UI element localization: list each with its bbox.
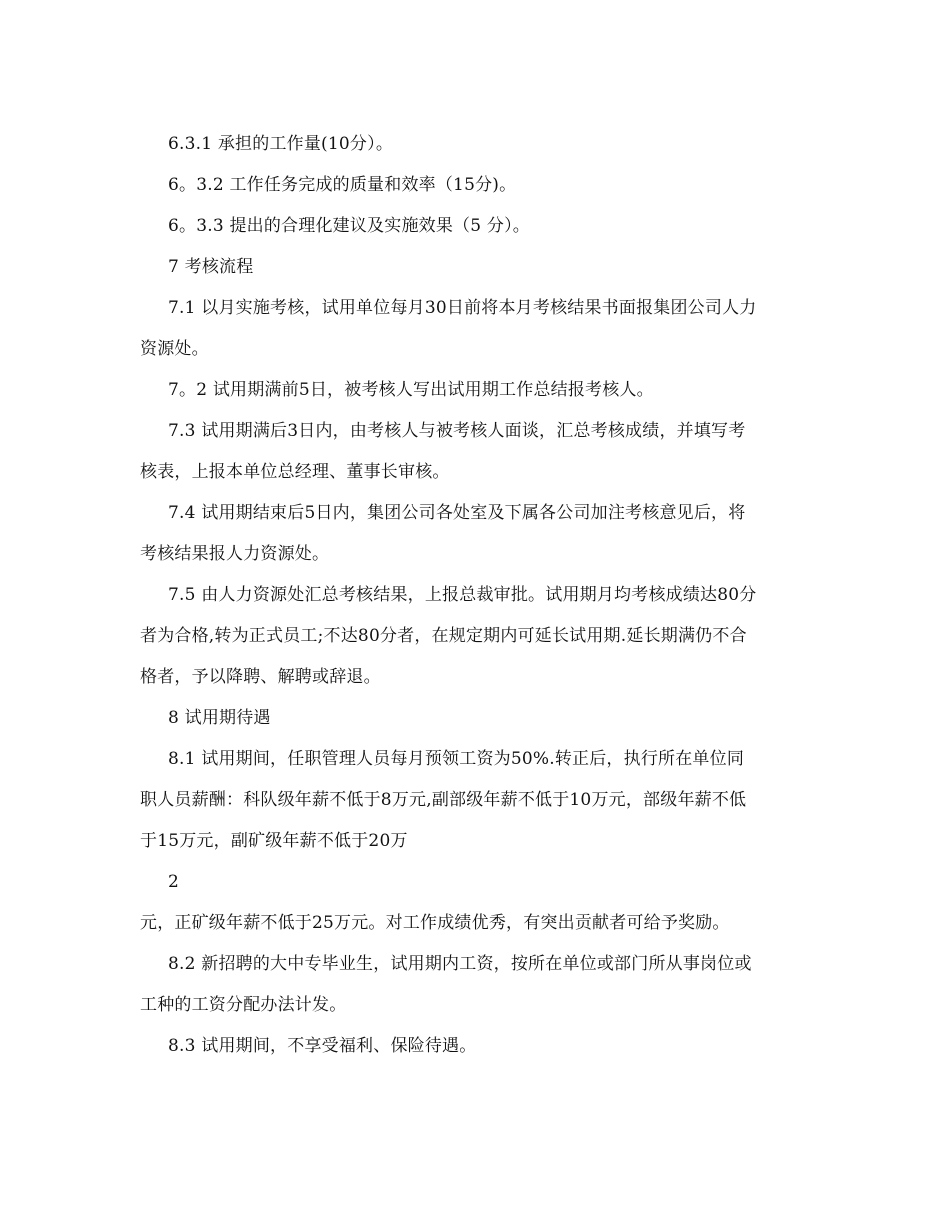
clause-8-2-line-2: 工种的工资分配办法计发。 <box>140 995 347 1015</box>
clause-7-3-line-2: 核表，上报本单位总经理、董事长审核。 <box>140 462 450 482</box>
section-7-heading: 7 考核流程 <box>168 257 254 277</box>
page-number: 2 <box>168 872 180 892</box>
clause-8-1-line-1: 8.1 试用期间，任职管理人员每月预领工资为50%.转正后，执行所在单位同 <box>168 749 745 769</box>
clause-7-5-line-3: 格者，予以降聘、解聘或辞退。 <box>140 667 381 687</box>
clause-7-1-line-1: 7.1 以月实施考核，试用单位每月30日前将本月考核结果书面报集团公司人力 <box>168 298 757 318</box>
clause-7-5-line-1: 7.5 由人力资源处汇总考核结果，上报总裁审批。试用期月均考核成绩达80分 <box>168 585 757 605</box>
clause-8-2-line-1: 8.2 新招聘的大中专毕业生，试用期内工资，按所在单位或部门所从事岗位或 <box>168 954 752 974</box>
clause-7-3-line-1: 7.3 试用期满后3日内，由考核人与被考核人面谈，汇总考核成绩，并填写考 <box>168 421 746 441</box>
clause-7-1-line-2: 资源处。 <box>140 339 209 359</box>
clause-6-3-2: 6。3.2 工作任务完成的质量和效率（15分)。 <box>168 175 517 195</box>
clause-6-3-1: 6.3.1 承担的工作量(10分）。 <box>168 134 394 154</box>
clause-7-4-line-1: 7.4 试用期结束后5日内，集团公司各处室及下属各公司加注考核意见后，将 <box>168 503 746 523</box>
clause-7-4-line-2: 考核结果报人力资源处。 <box>140 544 330 564</box>
clause-8-1-line-4: 元，正矿级年薪不低于25万元。对工作成绩优秀，有突出贡献者可给予奖励。 <box>140 913 730 933</box>
clause-6-3-3: 6。3.3 提出的合理化建议及实施效果（5 分）。 <box>168 216 530 236</box>
clause-7-5-line-2: 者为合格,转为正式员工;不达80分者，在规定期内可延长试用期.延长期满仍不合 <box>140 626 747 646</box>
clause-8-1-line-2: 职人员薪酬：科队级年薪不低于8万元,副部级年薪不低于10万元，部级年薪不低 <box>140 790 747 810</box>
clause-7-2: 7。2 试用期满前5日，被考核人写出试用期工作总结报考核人。 <box>168 380 654 400</box>
clause-8-3: 8.3 试用期间，不享受福利、保险待遇。 <box>168 1036 477 1056</box>
section-8-heading: 8 试用期待遇 <box>168 708 271 728</box>
clause-8-1-line-3: 于15万元，副矿级年薪不低于20万 <box>140 831 408 851</box>
